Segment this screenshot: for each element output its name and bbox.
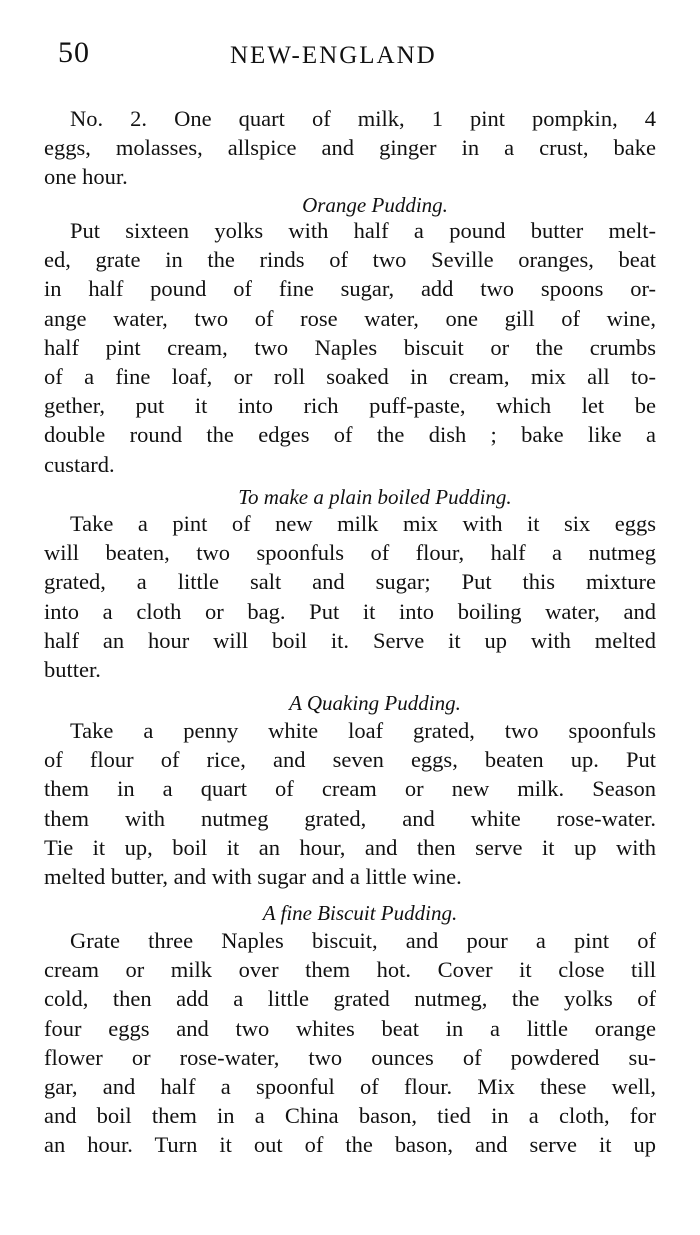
recipe-title: A Quaking Pudding.	[289, 691, 461, 715]
recipe-title: Orange Pudding.	[302, 193, 448, 217]
text-line: of a fine loaf, or roll soaked in cream, mix all to-	[44, 363, 656, 389]
text-line: will beaten, two spoonfuls of flour, half a nutmeg	[44, 540, 656, 566]
text-line: No. 2. One quart of milk, 1 pint pompkin, 4	[70, 106, 656, 131]
text-line: cream or milk over them hot. Cover it close till	[44, 957, 656, 983]
recipe-paragraph	[44, 716, 656, 891]
text-line: in half pound of fine sugar, add two spoons or-	[44, 276, 656, 302]
running-title: NEW-ENGLAND	[230, 42, 437, 69]
recipe-paragraph	[44, 216, 656, 479]
text-line: custard.	[44, 451, 115, 477]
text-line: flower or rose-water, two ounces of powdered su-	[44, 1044, 656, 1070]
text-line: ange water, two of rose water, one gill of wine,	[44, 305, 656, 331]
recipe-paragraph	[44, 926, 656, 1160]
text-line: ed, grate in the rinds of two Seville oranges, beat	[44, 247, 656, 273]
text-line: of flour of rice, and seven eggs, beaten up. Put	[44, 747, 656, 773]
recipe-title: To make a plain boiled Pudding.	[238, 485, 512, 509]
text-line: four eggs and two whites beat in a little orange	[44, 1015, 656, 1041]
text-line: Take a penny white loaf grated, two spoonfuls	[70, 718, 656, 743]
text-line: grated, a little salt and sugar; Put this mixture	[44, 569, 656, 595]
text-line: one hour.	[44, 164, 128, 190]
text-line: Grate three Naples biscuit, and pour a pint of	[70, 928, 656, 953]
text-line: half pint cream, two Naples biscuit or the crumbs	[44, 334, 656, 360]
text-line: gether, put it into rich puff-paste, which let be	[44, 393, 656, 419]
text-line: them in a quart of cream or new milk. Season	[44, 776, 656, 802]
text-line: half an hour will boil it. Serve it up with melted	[44, 627, 656, 653]
text-line: butter.	[44, 656, 101, 682]
page-header	[0, 36, 700, 76]
recipe-paragraph	[44, 509, 656, 684]
recipe-title: A fine Biscuit Pudding.	[262, 901, 458, 925]
text-line: melted butter, and with sugar and a little wine.	[44, 863, 462, 889]
text-line: an hour. Turn it out of the bason, and serve it up	[44, 1132, 656, 1158]
text-line: into a cloth or bag. Put it into boiling water, and	[44, 598, 656, 624]
text-line: Take a pint of new milk mix with it six eggs	[70, 511, 656, 536]
recipe-paragraph	[44, 104, 656, 192]
text-line: Tie it up, boil it an hour, and then serve it up with	[44, 834, 656, 860]
text-line: double round the edges of the dish ; bake like a	[44, 422, 656, 448]
text-line: eggs, molasses, allspice and ginger in a crust, bake	[44, 135, 656, 161]
text-line: Put sixteen yolks with half a pound butter melt-	[70, 218, 656, 243]
text-line: gar, and half a spoonful of flour. Mix these well,	[44, 1073, 656, 1099]
text-line: and boil them in a China bason, tied in a cloth, for	[44, 1103, 656, 1129]
page-number: 50	[58, 36, 90, 69]
text-line: cold, then add a little grated nutmeg, the yolks of	[44, 986, 656, 1012]
text-line: them with nutmeg grated, and white rose-water.	[44, 805, 656, 831]
